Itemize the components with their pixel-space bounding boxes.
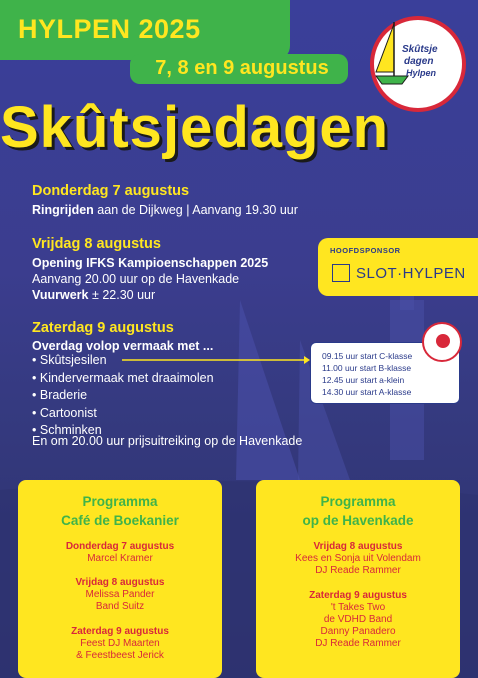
list-item: • Schminken [32, 422, 214, 440]
thursday-event-name: Ringrijden [32, 203, 94, 217]
sponsor-name: SLOT·HYLPEN [356, 265, 466, 282]
list-item: • Braderie [32, 387, 214, 405]
day-heading-friday: Vrijdag 8 augustus [32, 236, 161, 252]
program-card-subtitle: op de Havenkade [302, 513, 414, 528]
logo-text: dagen [404, 56, 434, 67]
program-act: Danny Panadero [320, 626, 396, 637]
program-day: Zaterdag 9 augustus [309, 590, 407, 601]
program-card-title: Programma [82, 494, 158, 509]
day-heading-saturday: Zaterdag 9 augustus [32, 320, 174, 336]
schedule-row: 14.30 uur start A-klasse [322, 387, 412, 397]
program-day: Vrijdag 8 augustus [313, 541, 403, 552]
program-act: DJ Reade Rammer [315, 638, 401, 649]
program-act: de VDHD Band [323, 614, 393, 625]
program-act: DJ Reade Rammer [315, 565, 401, 576]
event-dates: 7, 8 en 9 augustus [155, 57, 329, 79]
program-day: Donderdag 7 augustus [65, 541, 175, 552]
list-item: • Skûtsjesilen [32, 352, 214, 370]
program-card-subtitle: Café de Boekanier [61, 513, 179, 528]
friday-opening: Opening IFKS Kampioenschappen 2025 [32, 256, 269, 270]
schedule-row: 11.00 uur start B-klasse [322, 363, 412, 373]
fireworks-label: Vuurwerk [32, 288, 89, 302]
program-act: Feest DJ Maarten [80, 638, 160, 649]
schedule-row: 12.45 uur start a-klein [322, 375, 405, 385]
fireworks-time: ± 22.30 uur [88, 288, 156, 302]
saturday-closing: En om 20.00 uur prijsuitreiking op de Havenkade [32, 434, 303, 448]
badge-emblem-icon [436, 334, 450, 348]
logo-text: Hylpen [406, 68, 437, 78]
schedule-row: 09.15 uur start C-klasse [322, 351, 413, 361]
friday-time: Aanvang 20.00 uur op de Havenkade [32, 272, 240, 286]
list-item: • Kindervermaak met draaimolen [32, 370, 214, 388]
saturday-subtitle: Overdag volop vermaak met ... [32, 339, 214, 353]
program-card-title: Programma [320, 494, 396, 509]
thursday-event-detail: aan de Dijkweg | Aanvang 19.30 uur [93, 203, 298, 217]
list-item: • Cartoonist [32, 405, 214, 423]
sponsor-label: HOOFDSPONSOR [330, 246, 401, 255]
program-act: & Feestbeest Jerick [76, 650, 164, 661]
castle-icon [332, 264, 350, 282]
program-act: Kees en Sonja uit Volendam [295, 553, 421, 564]
sailboat-icon [372, 20, 412, 90]
headline: Skûtsjedagen [0, 95, 390, 160]
program-act: Melissa Pander [85, 589, 155, 600]
friday-fireworks [32, 288, 155, 302]
logo-text: Skûtsje [402, 44, 438, 55]
day-heading-thursday: Donderdag 7 augustus [32, 183, 190, 199]
program-day: Vrijdag 8 augustus [75, 577, 165, 588]
event-title: HYLPEN 2025 [18, 14, 201, 44]
program-act: Marcel Kramer [87, 553, 153, 564]
program-day: Zaterdag 9 augustus [71, 626, 169, 637]
program-act: 't Takes Two [330, 602, 386, 613]
arrow-icon [120, 354, 312, 366]
race-schedule [322, 350, 412, 398]
program-act: Band Suitz [95, 601, 145, 612]
thursday-event [32, 203, 298, 217]
